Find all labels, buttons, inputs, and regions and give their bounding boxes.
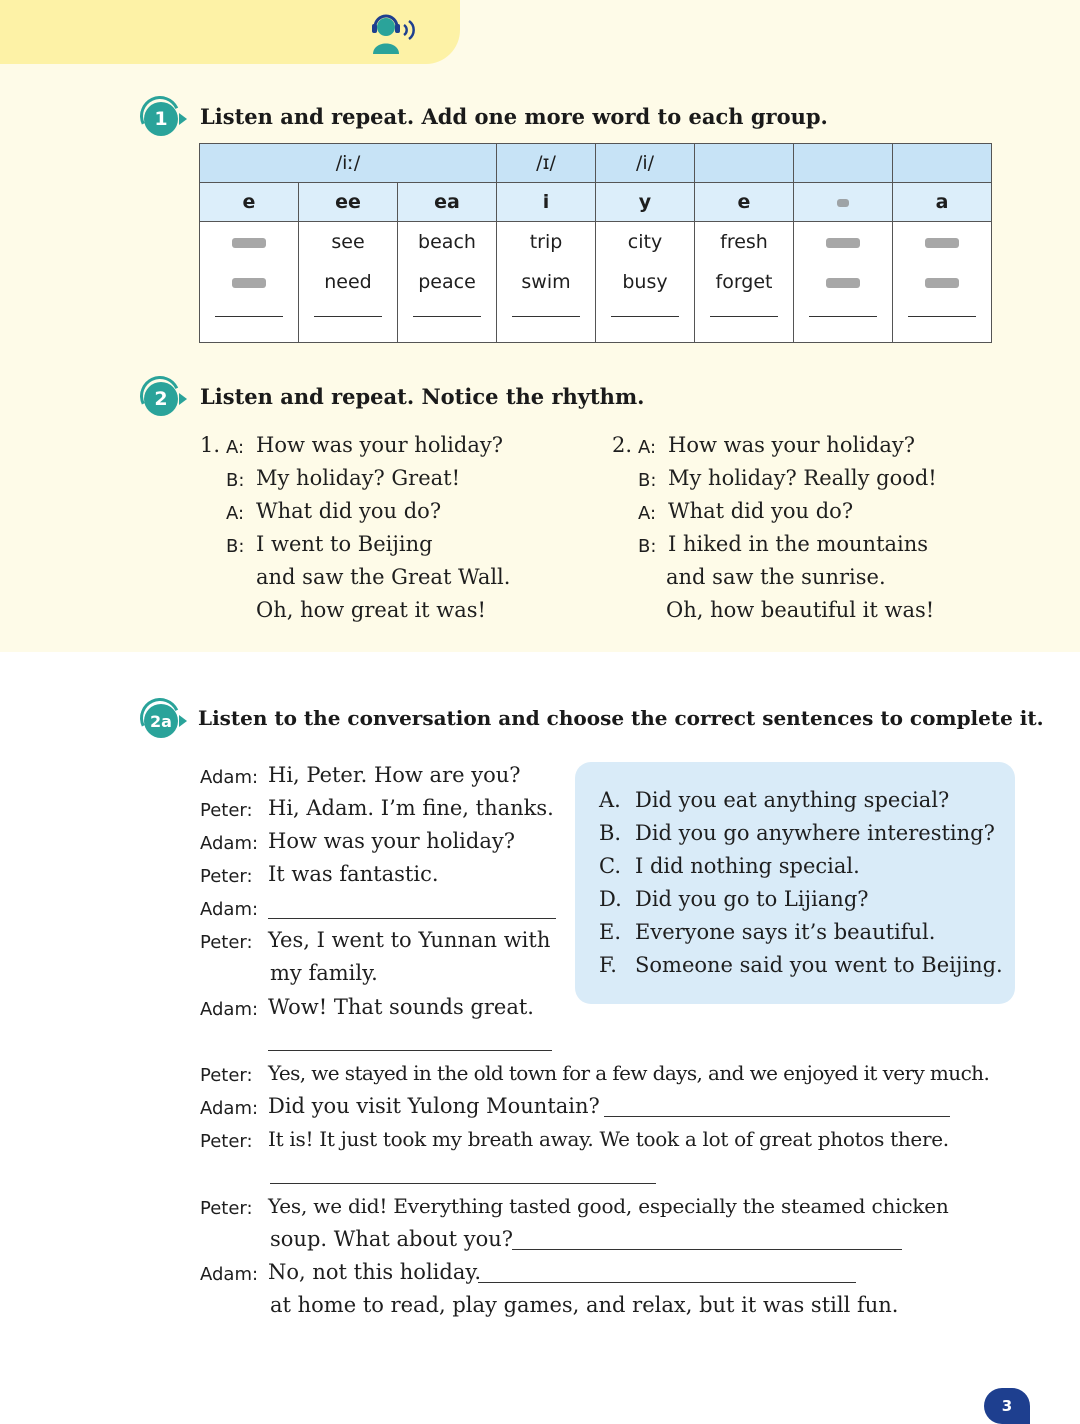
- dialogue-line: My holiday? Really good!: [668, 466, 937, 490]
- dialogue-line: What did you do?: [668, 499, 854, 523]
- letter-header: ea: [398, 183, 497, 222]
- speaker-label: A:: [638, 437, 657, 458]
- ipa-header: /i/: [596, 144, 695, 183]
- answer-blank[interactable]: [809, 316, 877, 317]
- word-cell: fresh forget: [695, 222, 794, 343]
- dialogue-line: How was your holiday?: [668, 433, 915, 457]
- option-b: B. Did you go anywhere interesting?: [599, 821, 995, 845]
- conversation-line: How was your holiday?: [268, 829, 515, 853]
- answer-blank[interactable]: [512, 316, 580, 317]
- conversation-line: soup. What about you?: [270, 1227, 514, 1251]
- answer-blank[interactable]: [413, 316, 481, 317]
- letter-header: y: [596, 183, 695, 222]
- answer-blank[interactable]: [611, 316, 679, 317]
- speaker-label: Adam:: [200, 1264, 259, 1285]
- conversation-line: Yes, we did! Everything tasted good, especially the steamed chicken: [268, 1194, 949, 1218]
- conversation-line: Wow! That sounds great.: [268, 995, 534, 1019]
- conversation-line: Yes, I went to Yunnan with: [268, 928, 551, 952]
- word-cell: beach peace: [398, 222, 497, 343]
- page-number: 3: [984, 1388, 1030, 1424]
- option-d: D. Did you go to Lijiang?: [599, 887, 869, 911]
- speaker-label: Peter:: [200, 800, 253, 821]
- speaker-label: Adam:: [200, 899, 259, 920]
- speaker-label: B:: [226, 470, 245, 491]
- answer-blank[interactable]: [268, 1050, 552, 1051]
- speaker-label: A:: [226, 437, 245, 458]
- dialogue-line: My holiday? Great!: [256, 466, 461, 490]
- word-cell: [794, 222, 893, 343]
- answer-blank[interactable]: [268, 918, 556, 919]
- dialogue-line: What did you do?: [256, 499, 442, 523]
- speaker-label: Adam:: [200, 999, 259, 1020]
- dialogue-line: I went to Beijing: [256, 532, 433, 556]
- speaker-label: Peter:: [200, 1131, 253, 1152]
- activity-1-badge: 1: [138, 96, 188, 138]
- dialogue-line: and saw the Great Wall.: [256, 565, 511, 589]
- conversation-line: Hi, Peter. How are you?: [268, 763, 521, 787]
- ipa-header: /ɪ/: [497, 144, 596, 183]
- speaker-label: Peter:: [200, 1065, 253, 1086]
- header-tab: [0, 0, 460, 64]
- option-c: C. I did nothing special.: [599, 854, 860, 878]
- conversation-line: Yes, we stayed in the old town for a few days, and we enjoyed it very much.: [268, 1061, 990, 1085]
- answer-blank[interactable]: [478, 1282, 856, 1283]
- dialogue-index: 1.: [200, 433, 221, 457]
- letter-header: e: [695, 183, 794, 222]
- activity-2a-badge: 2a: [138, 698, 188, 740]
- answer-blank[interactable]: [215, 316, 283, 317]
- conversation-line: Did you visit Yulong Mountain?: [268, 1094, 600, 1118]
- answer-blank[interactable]: [512, 1249, 902, 1250]
- letter-header: ee: [299, 183, 398, 222]
- speaker-label: Peter:: [200, 866, 253, 887]
- answer-blank[interactable]: [270, 1183, 656, 1184]
- option-e: E. Everyone says it’s beautiful.: [599, 920, 936, 944]
- word-cell: [200, 222, 299, 343]
- letter-header: a: [893, 183, 992, 222]
- option-a: A. Did you eat anything special?: [599, 788, 950, 812]
- conversation-line: Hi, Adam. I’m fine, thanks.: [268, 796, 554, 820]
- activity-2a-instruction: Listen to the conversation and choose the correct sentences to complete it.: [198, 706, 1044, 730]
- speaker-label: A:: [226, 503, 245, 524]
- speaker-label: B:: [226, 536, 245, 557]
- speaker-label: Adam:: [200, 767, 259, 788]
- dialogue-line: Oh, how beautiful it was!: [666, 598, 935, 622]
- letter-header: e: [200, 183, 299, 222]
- ipa-header: [695, 144, 794, 183]
- speaker-label: Adam:: [200, 833, 259, 854]
- dialogue-line: Oh, how great it was!: [256, 598, 486, 622]
- conversation-line: at home to read, play games, and relax, but it was still fun.: [270, 1293, 899, 1317]
- letter-header: i: [497, 183, 596, 222]
- speaker-label: B:: [638, 536, 657, 557]
- answer-blank[interactable]: [314, 316, 382, 317]
- dialogue-line: and saw the sunrise.: [666, 565, 886, 589]
- dialogue-line: I hiked in the mountains: [668, 532, 929, 556]
- speaker-label: Peter:: [200, 932, 253, 953]
- activity-1-instruction: Listen and repeat. Add one more word to each group.: [200, 104, 828, 129]
- speaker-label: Adam:: [200, 1098, 259, 1119]
- activity-2-badge: 2: [138, 376, 188, 418]
- answer-options-box: [575, 762, 1015, 1004]
- conversation-line: No, not this holiday.: [268, 1260, 482, 1284]
- activity-2-instruction: Listen and repeat. Notice the rhythm.: [200, 384, 645, 409]
- word-cell: trip swim: [497, 222, 596, 343]
- answer-blank[interactable]: [908, 316, 976, 317]
- word-cell: [893, 222, 992, 343]
- dialogue-index: 2.: [612, 433, 633, 457]
- ipa-header: /iː/: [200, 144, 497, 183]
- conversation-line: It is! It just took my breath away. We took a lot of great photos there.: [268, 1127, 949, 1151]
- letter-header: [794, 183, 893, 222]
- ipa-header: [794, 144, 893, 183]
- speaker-label: Peter:: [200, 1198, 253, 1219]
- dialogue-line: How was your holiday?: [256, 433, 503, 457]
- speaker-label: B:: [638, 470, 657, 491]
- answer-blank[interactable]: [604, 1116, 950, 1117]
- ipa-header: [893, 144, 992, 183]
- option-f: F. Someone said you went to Beijing.: [599, 953, 1003, 977]
- conversation-line: my family.: [270, 961, 378, 985]
- speaker-label: A:: [638, 503, 657, 524]
- conversation-line: It was fantastic.: [268, 862, 439, 886]
- word-cell: see need: [299, 222, 398, 343]
- word-cell: city busy: [596, 222, 695, 343]
- headset-audio-icon[interactable]: [364, 10, 418, 54]
- phonics-table: [199, 143, 992, 343]
- answer-blank[interactable]: [710, 316, 778, 317]
